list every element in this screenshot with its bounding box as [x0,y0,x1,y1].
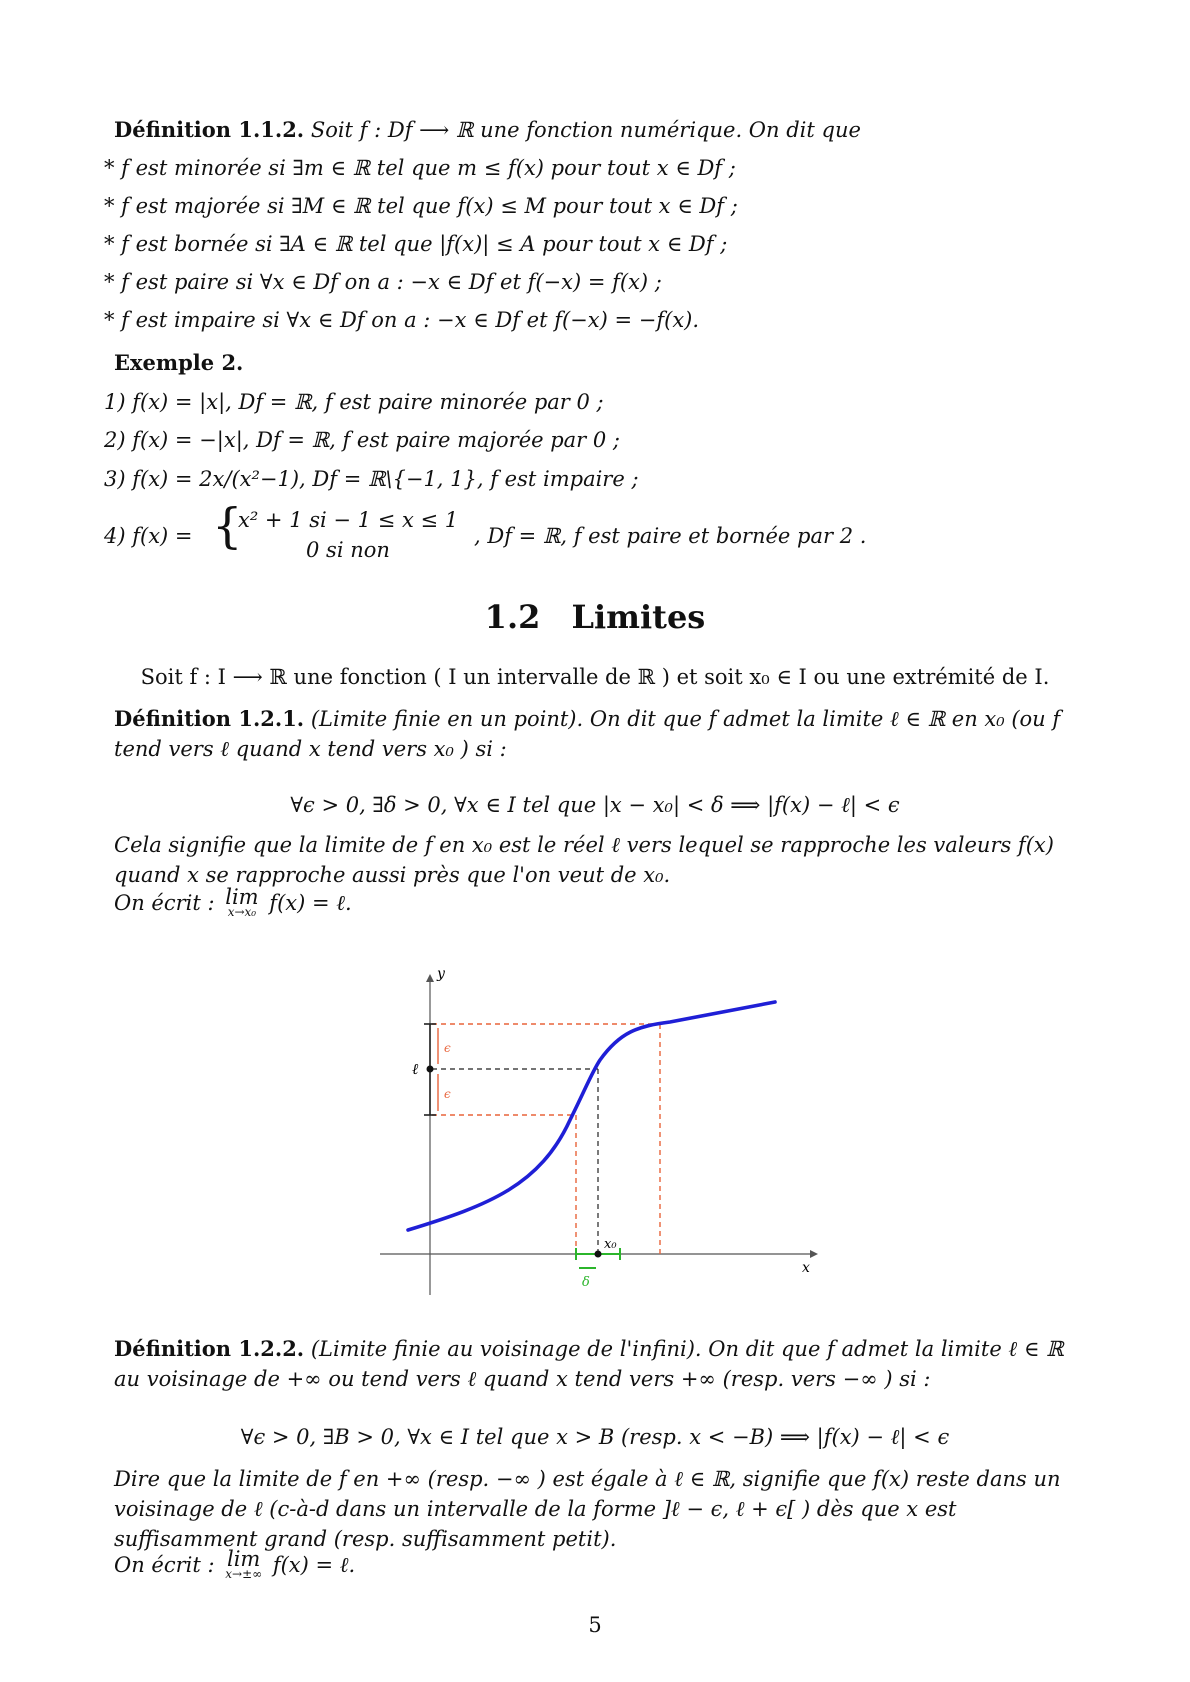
limit-word: lim [225,885,259,909]
x-axis-label: x [802,1260,810,1276]
example-item: 3) f(x) = 2x/(x²−1), Df = ℝ\{−1, 1}, f est impaire ; [104,467,639,491]
section-title [0,598,1190,636]
example-item: 2) f(x) = −|x|, Df = ℝ, f est paire majorée par 0 ; [104,428,621,452]
ell-label: ℓ [412,1060,419,1078]
piecewise-brace: { [212,498,243,554]
example2-heading: Exemple 2. [114,350,244,375]
section-number: 1.2 [484,598,541,636]
x0-label: x₀ [604,1237,617,1252]
def122-explanation: Dire que la limite de f en +∞ (resp. −∞ ) est égale à ℓ ∈ ℝ, signifie que f(x) reste dans un voisinage de ℓ (c-à-d dans un intervalle de la forme ]ℓ − ϵ, ℓ + ϵ[ ) dès que x est suffisamment grand (resp. suffisamment petit). [114,1467,1061,1551]
delta-label: δ [582,1275,590,1290]
def121-paragraph [114,704,1084,764]
def122-text: (Limite finie au voisinage de l'infini). On dit que f admet la limite ℓ ∈ ℝ au voisinage de +∞ ou tend vers ℓ quand x tend vers +∞ (resp. vers −∞ ) si : [114,1337,1064,1391]
piecewise-case-2: 0 si non [306,538,390,562]
def112-item: * f est paire si ∀x ∈ Df on a : −x ∈ Df et f(−x) = f(x) ; [104,270,662,294]
epsilon-bottom-label: ϵ [444,1087,451,1101]
def121-notation [114,885,352,919]
notation-suffix: f(x) = ℓ. [269,891,352,915]
limit-figure [370,960,830,1300]
function-curve [408,1002,775,1230]
section-intro: Soit f : I ⟶ ℝ une fonction ( I un intervalle de ℝ ) et soit x₀ ∈ I ou une extrémité de I. [140,665,1050,689]
example-item-piecewise [104,498,1004,570]
page-number: 5 [588,1613,602,1637]
limit-operator [225,1547,263,1581]
def122-paragraph [114,1334,1084,1394]
notation-suffix: f(x) = ℓ. [272,1553,356,1577]
limit-operator [225,885,259,919]
limit-subscript: x→±∞ [225,1567,263,1581]
x0-point [595,1251,602,1258]
def112-item: * f est majorée si ∃M ∈ ℝ tel que f(x) ≤ M pour tout x ∈ Df ; [104,194,738,218]
def122-formula: ∀ϵ > 0, ∃B > 0, ∀x ∈ I tel que x > B (resp. x < −B) ⟹ |f(x) − ℓ| < ϵ [240,1425,950,1449]
y-axis-label: y [437,966,445,982]
ell-point [427,1066,434,1073]
def121-heading: Définition 1.2.1. [114,706,305,731]
epsilon-guides [432,1024,660,1254]
notation-prefix: On écrit : [114,891,215,915]
piecewise-case-1: x² + 1 si − 1 ≤ x ≤ 1 [238,508,459,532]
limit-subscript: x→x₀ [227,905,257,919]
limit-guides [432,1069,598,1254]
example-item: 1) f(x) = |x|, Df = ℝ, f est paire minorée par 0 ; [104,390,604,414]
def121-formula: ∀ϵ > 0, ∃δ > 0, ∀x ∈ I tel que |x − x₀| < δ ⟹ |f(x) − ℓ| < ϵ [290,793,900,817]
epsilon-top-label: ϵ [444,1041,451,1055]
def112-intro-line [114,115,861,145]
def121-text: (Limite finie en un point). On dit que f admet la limite ℓ ∈ ℝ en x₀ (ou f tend vers ℓ quand x tend vers x₀ ) si : [114,707,1061,761]
limit-word: lim [227,1547,261,1571]
section-name: Limites [571,598,706,636]
y-axis-arrow [426,974,434,982]
def121-explanation: Cela signifie que la limite de f en x₀ est le réel ℓ vers lequel se rapproche les valeurs f(x) quand x se rapproche aussi près que l'on veut de x₀. [114,833,1054,887]
def112-intro: Soit f : Df ⟶ ℝ une fonction numérique. On dit que [310,118,861,142]
def112-item: * f est impaire si ∀x ∈ Df on a : −x ∈ Df et f(−x) = −f(x). [104,308,700,332]
def122-heading: Définition 1.2.2. [114,1336,305,1361]
piecewise-lhs: 4) f(x) = [104,524,193,548]
def112-item: * f est bornée si ∃A ∈ ℝ tel que |f(x)| ≤ A pour tout x ∈ Df ; [104,232,728,256]
notation-prefix: On écrit : [114,1553,215,1577]
piecewise-rhs: , Df = ℝ, f est paire et bornée par 2 . [474,524,867,548]
def112-item: * f est minorée si ∃m ∈ ℝ tel que m ≤ f(x) pour tout x ∈ Df ; [104,156,736,180]
def112-heading: Définition 1.1.2. [114,117,305,142]
def122-notation [114,1547,356,1581]
x-axis-arrow [810,1250,818,1258]
